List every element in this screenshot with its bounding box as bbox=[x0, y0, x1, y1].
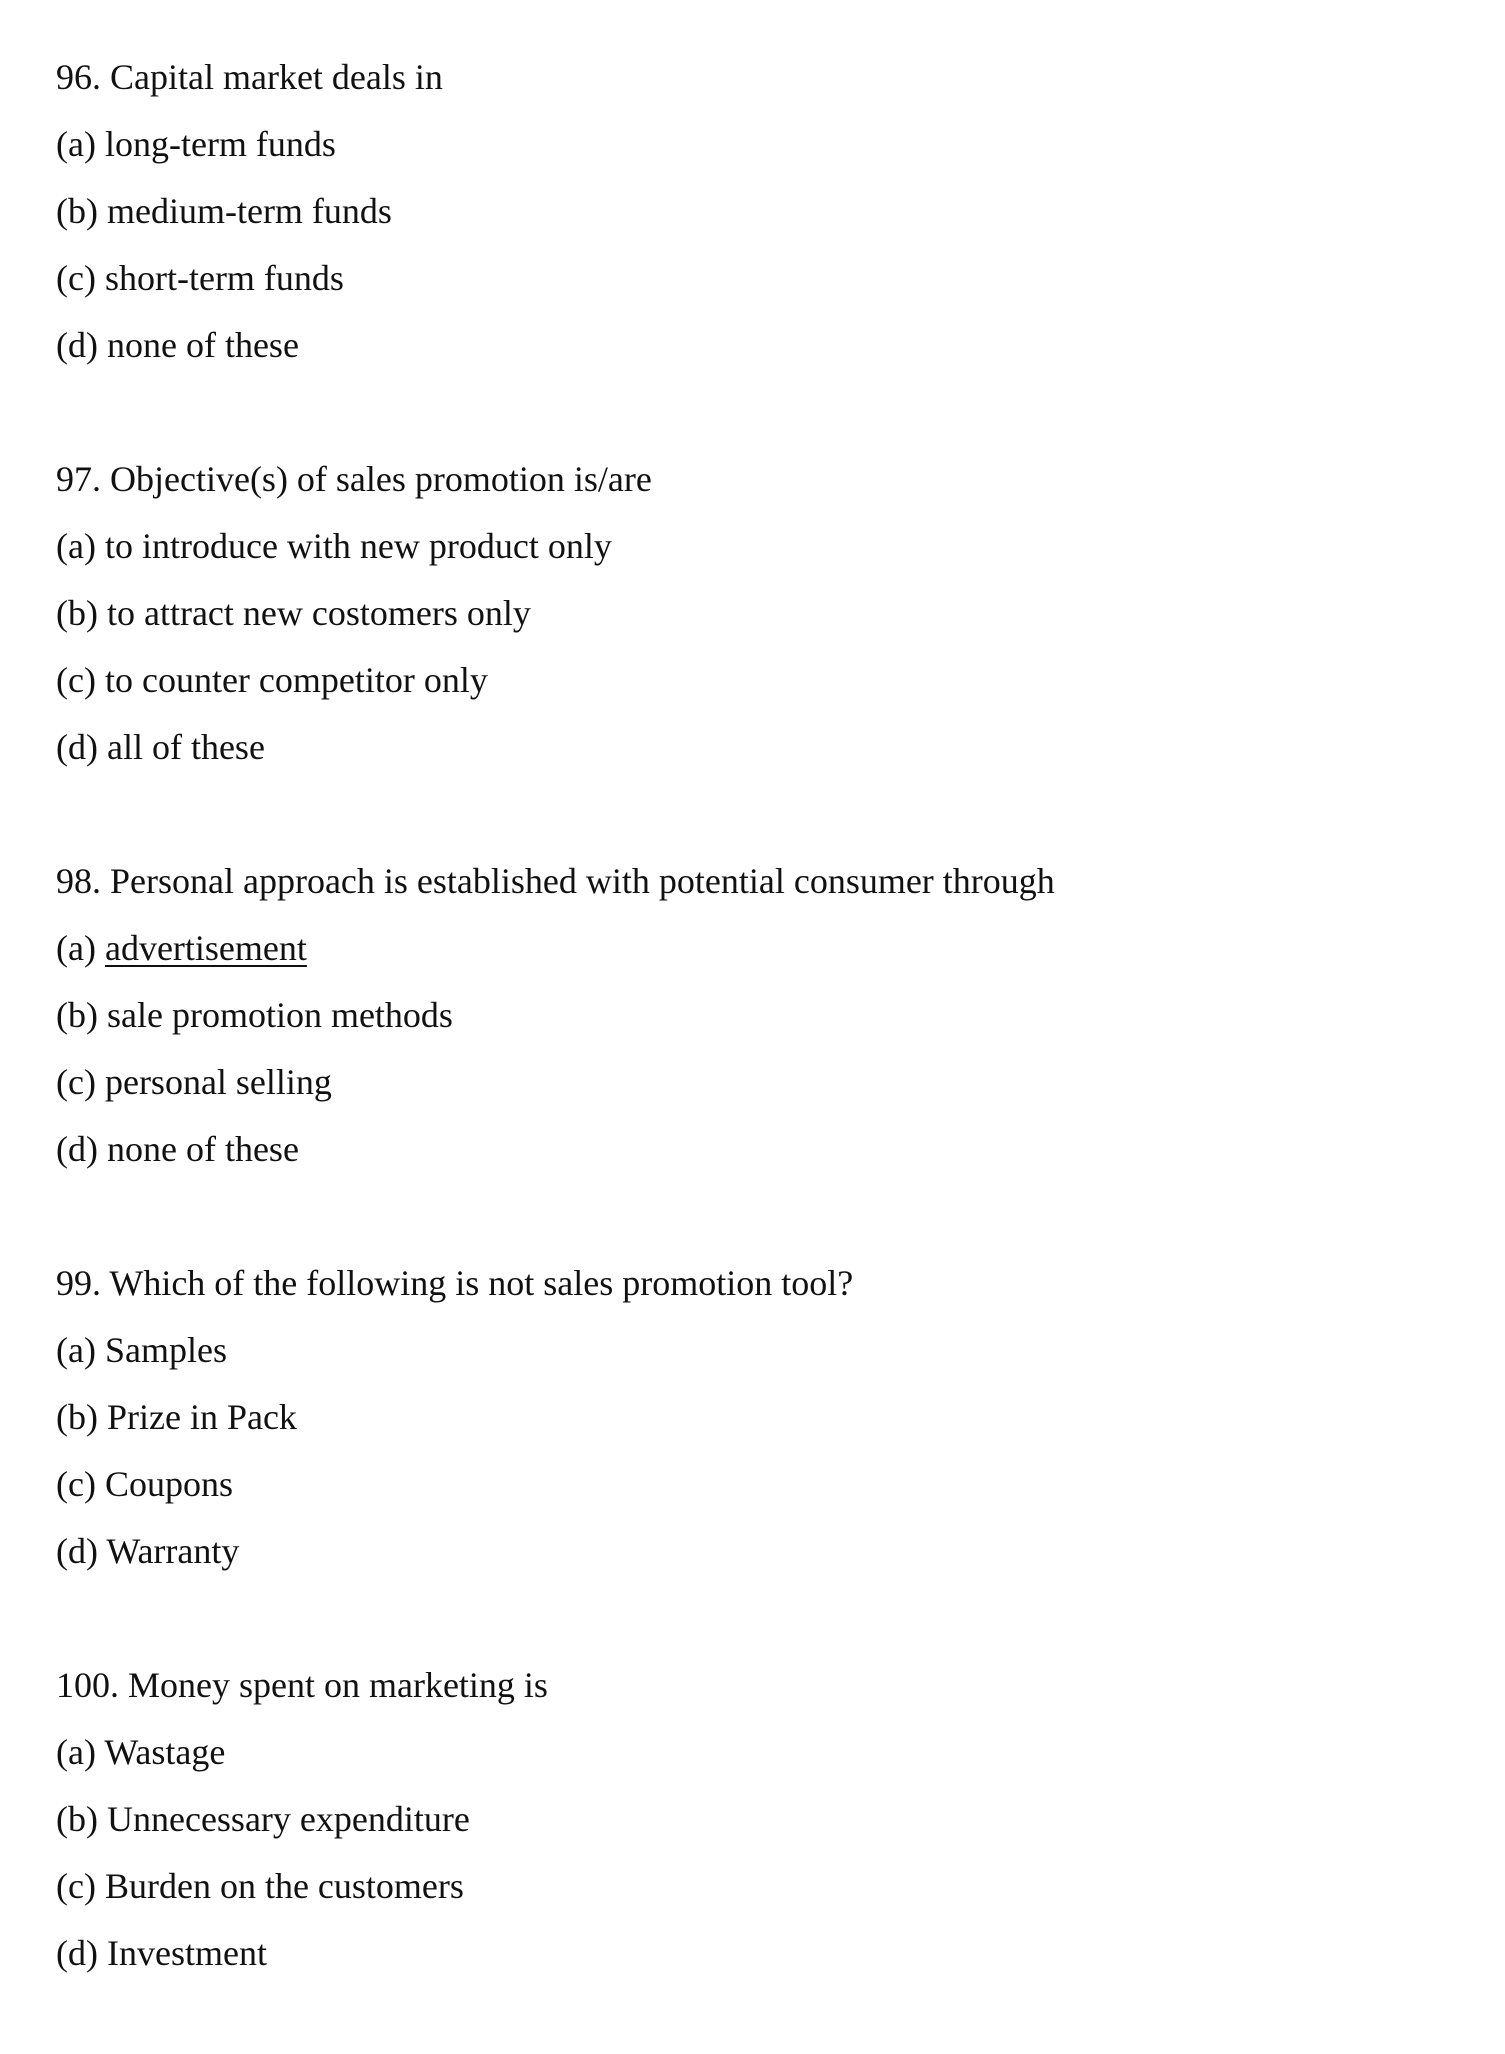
option-text: long-term funds bbox=[104, 124, 336, 164]
option-item bbox=[56, 580, 1055, 647]
option-item bbox=[56, 245, 1055, 312]
option-item bbox=[56, 111, 1055, 178]
option-item bbox=[56, 312, 1055, 379]
question-text: 99. Which of the following is not sales promotion tool? bbox=[56, 1263, 854, 1303]
option-item bbox=[56, 1719, 1055, 1786]
option-text: medium-term funds bbox=[106, 191, 392, 231]
option-label: (d) bbox=[56, 1531, 98, 1571]
option-label: (c) bbox=[56, 660, 96, 700]
question-block bbox=[56, 848, 1055, 1250]
question-text: 100. Money spent on marketing is bbox=[56, 1665, 548, 1705]
option-label: (a) bbox=[56, 526, 96, 566]
option-text: short-term funds bbox=[104, 258, 344, 298]
option-item bbox=[56, 1049, 1055, 1116]
option-label: (c) bbox=[56, 1062, 96, 1102]
option-item bbox=[56, 1518, 1055, 1585]
option-label: (b) bbox=[56, 593, 98, 633]
option-item bbox=[56, 1920, 1055, 1987]
option-item bbox=[56, 513, 1055, 580]
option-label: (d) bbox=[56, 1933, 98, 1973]
option-text: Wastage bbox=[104, 1732, 226, 1772]
option-label: (b) bbox=[56, 1397, 98, 1437]
option-item bbox=[56, 1451, 1055, 1518]
option-item bbox=[56, 647, 1055, 714]
option-text: sale promotion methods bbox=[106, 995, 453, 1035]
option-text: all of these bbox=[106, 727, 265, 767]
option-text: to attract new costomers only bbox=[106, 593, 531, 633]
question-page bbox=[56, 44, 1055, 2054]
question-text: 98. Personal approach is established with potential consumer through bbox=[56, 861, 1055, 901]
option-item bbox=[56, 178, 1055, 245]
option-text: advertisement bbox=[104, 928, 307, 968]
option-label: (b) bbox=[56, 191, 98, 231]
option-item bbox=[56, 915, 1055, 982]
option-item bbox=[56, 1853, 1055, 1920]
option-label: (c) bbox=[56, 1464, 96, 1504]
question-text: 96. Capital market deals in bbox=[56, 57, 443, 97]
question-block bbox=[56, 44, 1055, 446]
question-block bbox=[56, 446, 1055, 848]
option-text: Warranty bbox=[106, 1531, 240, 1571]
option-text: Burden on the customers bbox=[104, 1866, 464, 1906]
option-text: Unnecessary expenditure bbox=[106, 1799, 470, 1839]
option-label: (d) bbox=[56, 1129, 98, 1169]
option-text: to introduce with new product only bbox=[104, 526, 612, 566]
option-label: (a) bbox=[56, 124, 96, 164]
option-text: Prize in Pack bbox=[106, 1397, 297, 1437]
option-text: none of these bbox=[106, 325, 299, 365]
option-label: (a) bbox=[56, 1330, 96, 1370]
option-item bbox=[56, 1317, 1055, 1384]
question-text: 97. Objective(s) of sales promotion is/are bbox=[56, 459, 652, 499]
option-item bbox=[56, 982, 1055, 1049]
option-text: personal selling bbox=[104, 1062, 332, 1102]
option-text: none of these bbox=[106, 1129, 299, 1169]
option-text: Samples bbox=[104, 1330, 227, 1370]
question-block bbox=[56, 1250, 1055, 1652]
option-item bbox=[56, 714, 1055, 781]
question-block bbox=[56, 1652, 1055, 2054]
option-item bbox=[56, 1384, 1055, 1451]
option-text: Coupons bbox=[104, 1464, 233, 1504]
option-label: (d) bbox=[56, 727, 98, 767]
option-item bbox=[56, 1786, 1055, 1853]
option-item bbox=[56, 1116, 1055, 1183]
option-label: (d) bbox=[56, 325, 98, 365]
option-label: (b) bbox=[56, 995, 98, 1035]
option-label: (b) bbox=[56, 1799, 98, 1839]
option-text: Investment bbox=[106, 1933, 267, 1973]
option-text: to counter competitor only bbox=[104, 660, 488, 700]
option-label: (c) bbox=[56, 258, 96, 298]
option-label: (a) bbox=[56, 1732, 96, 1772]
option-label: (a) bbox=[56, 928, 96, 968]
option-label: (c) bbox=[56, 1866, 96, 1906]
